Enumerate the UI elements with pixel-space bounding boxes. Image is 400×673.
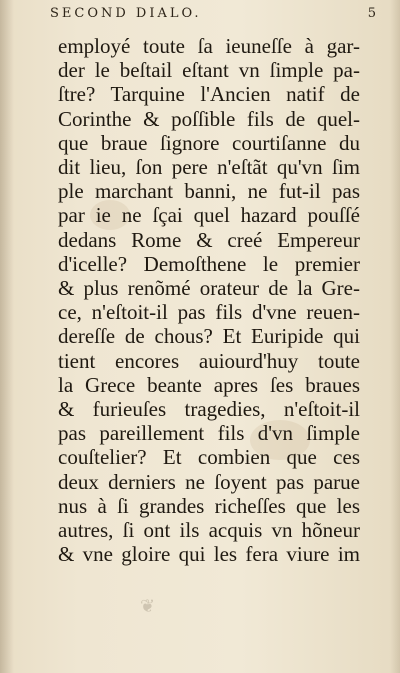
text-line: autres, ſi ont ils acquis vn hõneur — [58, 518, 360, 543]
text-line: par ie ne ſçai quel hazard pouſſé — [58, 203, 360, 228]
page-edge — [390, 0, 400, 673]
page-number: 5 — [367, 6, 376, 21]
text-line: la Grece beante apres ſes braues — [58, 372, 360, 397]
text-line: ple marchant banni, ne fut-il pas — [58, 179, 360, 204]
text-line: & furieuſes tragedies, n'eſtoit-il — [58, 397, 360, 422]
text-line: dereſſe de chous? Et Euripide qui — [58, 324, 360, 349]
text-line: employé toute ſa ieuneſſe à gar- — [58, 34, 360, 58]
spine-shadow — [0, 0, 14, 673]
text-line: ce, n'eſtoit-il pas fils d'vne reuen- — [58, 300, 360, 325]
body-text — [58, 34, 360, 566]
text-line: der le beſtail eſtant vn ſimple pa- — [58, 58, 360, 83]
text-line: ſtre? Tarquine l'Ancien natif de — [58, 82, 360, 107]
text-line: pas pareillement fils d'vn ſimple — [58, 421, 360, 446]
text-line: & vne gloire qui les fera viure im — [58, 542, 360, 567]
text-line: que braue ſignore courtiſanne du — [58, 130, 360, 155]
text-line: nus à ſi grandes richeſſes que les — [58, 493, 360, 518]
text-line: tient encores auiourd'huy toute — [58, 348, 360, 373]
text-line: dedans Rome & creé Empereur — [58, 227, 360, 252]
text-line: Corinthe & poſſible fils de quel- — [58, 106, 360, 131]
running-head: SECOND DIALO. — [50, 6, 202, 21]
text-line: deux derniers ne ſoyent pas parue — [58, 469, 360, 494]
show-through-mark: ❦ — [140, 596, 156, 617]
text-line: couſtelier? Et combien que ces — [58, 445, 360, 470]
text-line: d'icelle? Demoſthene le premier — [58, 251, 360, 276]
text-line: & plus renõmé orateur de la Gre- — [58, 276, 360, 301]
text-line: dit lieu, ſon pere n'eſtãt qu'vn ſim — [58, 155, 360, 180]
